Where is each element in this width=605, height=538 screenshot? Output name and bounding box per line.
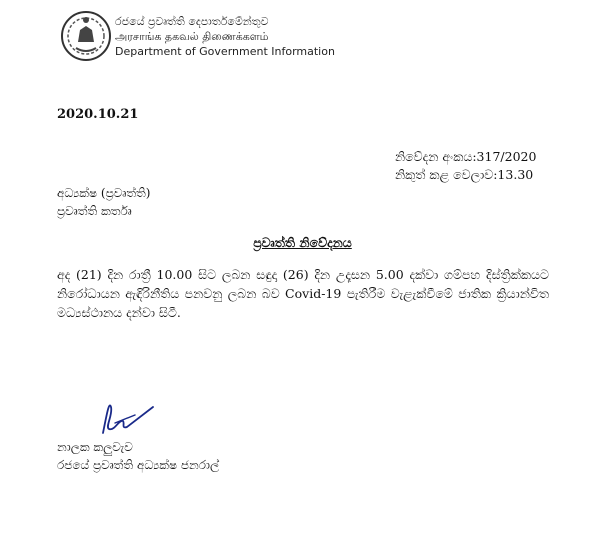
addressee-line-1: අධ්‍යක්ෂ (ප්‍රවෘත්ති) — [57, 186, 151, 200]
subject-text: ප්‍රවෘත්ති නිවේදනය — [253, 235, 352, 250]
reference-block — [395, 148, 536, 184]
addressee-line-2: ප්‍රවෘත්ති කර්තෘ — [57, 204, 132, 218]
subject-heading — [0, 235, 605, 251]
letterhead-english: Department of Government Information — [115, 45, 335, 58]
signatory-block — [57, 438, 219, 474]
document-date: 2020.10.21 — [57, 107, 139, 122]
letterhead-tamil: அரசாங்க தகவல் திணைக்களம் — [115, 30, 269, 43]
body-paragraph: අද (21) දින රාත්‍රී 10.00 සිට ලබන සඳුදා (26) දින උදෑසන 5.00 දක්වා ගම්පහ දිස්ත්‍රික්කයට නිරෝධායන ඇඳිරිනීතිය පනවනු ලබන බව Covid-19 පැතිරීම වැළැක්වීමේ ජාතික ක්‍රියාන්විත මධ්‍යස්ථානය දන්වා සිටී. — [57, 267, 549, 320]
signatory-name: නාලක කලුවැව — [57, 440, 133, 454]
issue-time: නිකුත් කළ වෙලාව:13.30 — [395, 167, 534, 182]
signatory-title: රජයේ ප්‍රවෘත්ති අධ්‍යක්ෂ ජනරාල් — [57, 458, 220, 472]
letterhead-sinhala: රජයේ ප්‍රවෘත්ති දෙපාර්තමේන්තුව — [115, 15, 269, 28]
letterhead — [115, 14, 335, 59]
national-emblem-icon — [60, 10, 112, 62]
addressee-block — [57, 184, 150, 220]
release-number: නිවේදන අංකය:317/2020 — [395, 149, 537, 164]
